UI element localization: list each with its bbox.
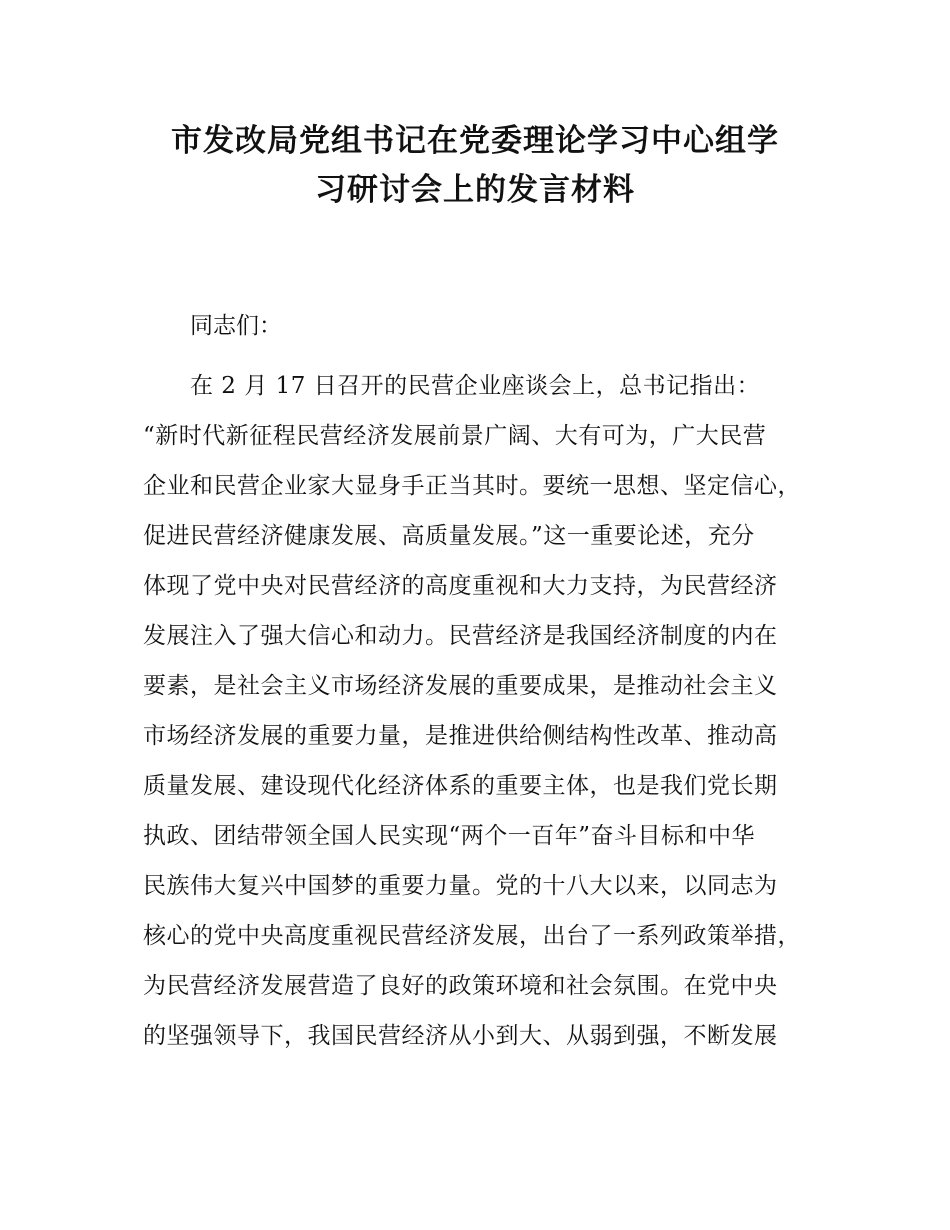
paragraph-line-2: “新时代新征程民营经济发展前景广阔、大有可为，广大民营 (143, 423, 767, 449)
paragraph-line-9: 质量发展、建设现代化经济体系的重要主体，也是我们党长期 (143, 773, 778, 799)
document-title-line-2: 习研讨会上的发言材料 (315, 172, 635, 208)
paragraph-line-12: 核心的党中央高度重视民营经济发展，出台了一系列政策举措， (143, 923, 801, 949)
paragraph-line-11: 民族伟大复兴中国梦的重要力量。党的十八大以来，以同志为 (143, 873, 778, 899)
paragraph-line-10: 执政、团结带领全国人民实现“两个一百年”奋斗目标和中华 (143, 823, 756, 849)
paragraph-line-13: 为民营经济发展营造了良好的政策环境和社会氛围。在党中央 (143, 973, 778, 999)
paragraph-line-1: 在 2 月 17 日召开的民营企业座谈会上，总书记指出： (190, 373, 761, 399)
paragraph-line-6: 发展注入了强大信心和动力。民营经济是我国经济制度的内在 (143, 623, 778, 649)
paragraph-line-7: 要素，是社会主义市场经济发展的重要成果，是推动社会主义 (143, 673, 778, 699)
paragraph-line-5: 体现了党中央对民营经济的高度重视和大力支持，为民营经济 (143, 573, 778, 599)
document-title-line-1: 市发改局党组书记在党委理论学习中心组学 (171, 123, 779, 159)
paragraph-line-4: 促进民营经济健康发展、高质量发展。”这一重要论述，充分 (143, 523, 755, 549)
paragraph-line-3: 企业和民营企业家大显身手正当其时。要统一思想、坚定信心， (143, 473, 801, 499)
paragraph-line-8: 市场经济发展的重要力量，是推进供给侧结构性改革、推动高 (143, 723, 778, 749)
salutation: 同志们： (190, 313, 282, 339)
paragraph-line-14: 的坚强领导下，我国民营经济从小到大、从弱到强，不断发展 (143, 1023, 778, 1049)
